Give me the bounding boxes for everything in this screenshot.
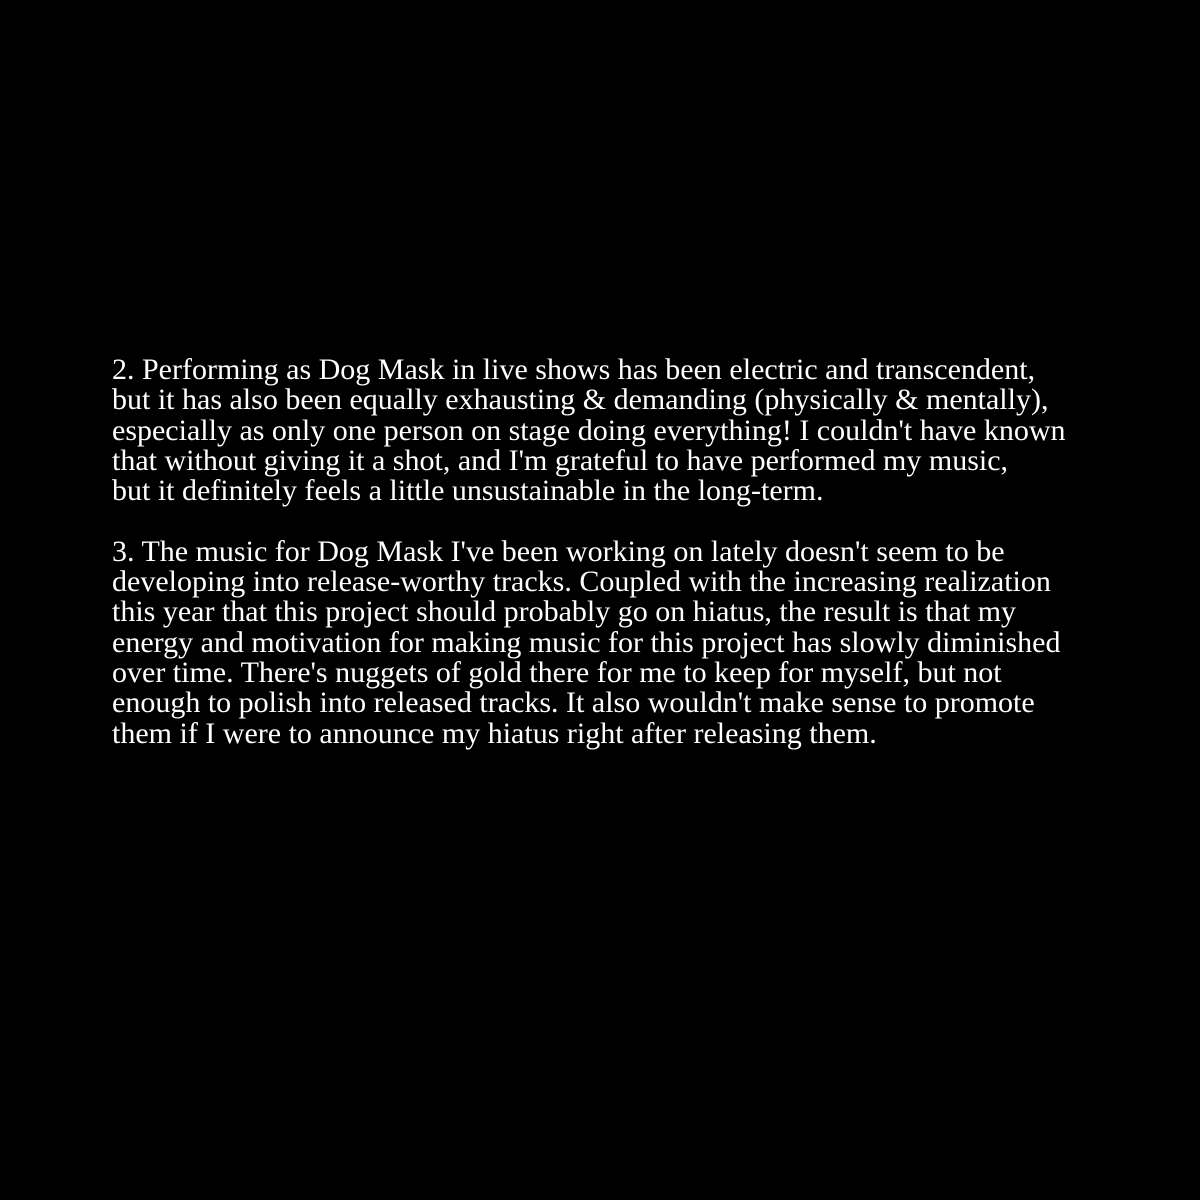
statement-text (112, 355, 1112, 749)
paragraph-point-3 (112, 534, 1112, 750)
text-line: but it definitely feels a little unsustainable in the long-term. (112, 474, 824, 508)
text-line: developing into release-worthy tracks. Coupled with the increasing realization (112, 565, 1051, 599)
text-line: 3. The music for Dog Mask I've been working on lately doesn't seem to be (112, 534, 1005, 568)
text-line: this year that this project should probably go on hiatus, the result is that my (112, 595, 1017, 629)
text-line: especially as only one person on stage doing everything! I couldn't have known (112, 413, 1066, 447)
paragraph-point-2 (112, 355, 1112, 506)
text-line: energy and motivation for making music for this project has slowly diminished (112, 625, 1061, 659)
text-line: them if I were to announce my hiatus right after releasing them. (112, 716, 877, 750)
text-line: 2. Performing as Dog Mask in live shows has been electric and transcendent, (112, 353, 1036, 386)
text-line: that without giving it a shot, and I'm grateful to have performed my music, (112, 443, 1009, 477)
text-line: over time. There's nuggets of gold there for me to keep for myself, but not (112, 655, 1002, 689)
text-line: but it has also been equally exhausting & demanding (physically & mentally), (112, 383, 1049, 417)
text-line: enough to polish into released tracks. It also wouldn't make sense to promote (112, 686, 1035, 720)
